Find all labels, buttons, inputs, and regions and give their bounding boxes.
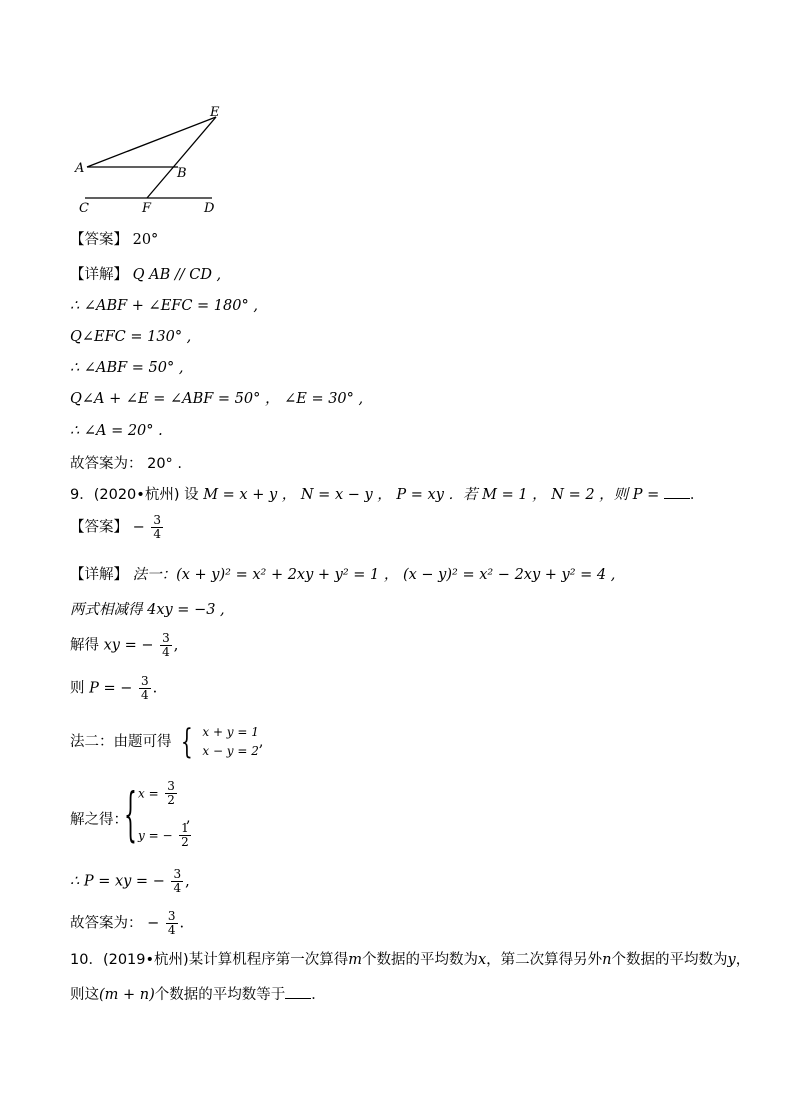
q8-detail-line-1 (70, 265, 221, 285)
q9-sol-prefix: 解之得： (70, 812, 128, 828)
q9-prefix: 9．(2020•杭州) 设 (70, 487, 199, 503)
detail-tag: 【详解】 (70, 267, 128, 283)
fraction-denominator: 2 (167, 793, 175, 807)
comma: , (173, 637, 179, 654)
q10-text: 个数据的平均数为 (361, 952, 478, 968)
q9-solve-fraction (160, 632, 172, 659)
answer-tag: 【答案】 (70, 519, 128, 536)
fraction-numerator: 3 (167, 779, 175, 793)
q10-var-n: n (602, 952, 612, 968)
label-A: A (75, 161, 85, 176)
q9-solve-math: xy = − (103, 637, 154, 654)
geometry-figure (70, 100, 240, 220)
q10-text: ． (311, 987, 326, 1003)
q10-var-x: x (477, 952, 487, 968)
fraction-denominator: 4 (141, 688, 149, 702)
q9-method2-line (70, 723, 264, 761)
q10-text: 个数据的平均数为 (611, 952, 728, 968)
q8-step-6: ∴ ∠A = 20° . (70, 423, 163, 439)
q8-step-1: Q AB // CD , (132, 267, 222, 283)
fraction-denominator: 4 (162, 645, 170, 659)
q9-method1: 法一：(x + y)² = x² + 2xy + y² = 1 ， (x − y)² = x² − 2xy + y² = 4 , (132, 567, 616, 583)
q9-conclusion-fraction (166, 910, 178, 937)
q9-stem (70, 484, 704, 505)
q8-detail-line-6 (70, 421, 163, 441)
q9-method2-prefix: 法二：由题可得 (70, 734, 172, 750)
q8-step-4: ∴ ∠ABF = 50° , (70, 360, 184, 376)
comma: , (186, 810, 191, 826)
fraction-denominator: 4 (173, 881, 182, 895)
q8-conclusion (70, 454, 182, 474)
q9-method1-line (70, 565, 615, 585)
q9-then-math: P = − (89, 680, 133, 697)
q9-then-line (70, 675, 157, 702)
q10-var-m: m (348, 952, 362, 968)
q10-var-y: y (727, 952, 736, 968)
answer-tag: 【答案】 (70, 232, 128, 248)
q8-detail-line-4 (70, 358, 183, 378)
q8-answer-line (70, 230, 158, 250)
fraction-numerator: 3 (162, 631, 170, 645)
q9-then-prefix: 则 (70, 680, 85, 697)
answer-blank (285, 984, 311, 999)
period: . (152, 680, 158, 697)
q9-stem-math: M = x + y ， N = x − y ， P = xy ．若 M = 1 ， N = 2 ，则 P = (203, 487, 660, 503)
q9-conclusion-line (70, 910, 184, 937)
fraction-numerator: 3 (167, 909, 176, 923)
q10-var-mn: (m + n) (99, 987, 155, 1003)
solution-x-lhs: x = (138, 786, 159, 801)
left-brace-icon: { (124, 780, 137, 848)
q9-therefore-line (70, 868, 190, 895)
q8-step-5: Q∠A + ∠E = ∠ABF = 50° ， ∠E = 30° , (70, 391, 364, 407)
label-F: F (142, 201, 152, 216)
label-C: C (79, 201, 89, 216)
q8-step-2: ∴ ∠ABF + ∠EFC = 180° , (70, 298, 258, 314)
q9-answer-fraction (151, 514, 163, 541)
solution-y (138, 822, 193, 849)
fraction-denominator: 4 (167, 923, 176, 937)
label-B: B (177, 166, 187, 181)
q10-text: 则这 (70, 987, 99, 1003)
q10-text: ，第二次算得另外 (486, 952, 603, 968)
q9-conclusion-prefix: 故答案为： − (70, 915, 160, 932)
q9-period: ． (689, 487, 705, 503)
segment-EF (147, 117, 216, 198)
q9-subtract: 两式相减得 4xy = −3 , (70, 602, 225, 618)
detail-tag: 【详解】 (70, 567, 128, 583)
q8-step-3: Q∠EFC = 130° , (70, 329, 192, 345)
q10-text: 10．(2019•杭州)某计算机程序第一次算得 (70, 952, 349, 968)
system-equation: x − y = 2 (202, 744, 259, 758)
q8-answer: 20° (132, 232, 159, 248)
fraction-denominator: 2 (181, 835, 189, 849)
comma: , (185, 873, 190, 890)
q9-then-fraction (139, 675, 151, 702)
q10-stem-line-1 (70, 950, 750, 970)
period: . (179, 915, 185, 932)
q10-stem-line-2 (70, 984, 326, 1005)
q9-therefore-fraction (171, 868, 183, 895)
label-D: D (204, 201, 215, 216)
q9-solve-prefix: 解得 (70, 637, 99, 654)
q8-conclusion-text: 故答案为： 20° . (70, 456, 183, 472)
fraction-numerator: 3 (153, 513, 162, 527)
fraction-numerator: 3 (141, 674, 149, 688)
q9-subtract-line (70, 600, 225, 620)
equation-system-1 (202, 723, 259, 761)
q9-therefore-math: ∴ P = xy = − (70, 873, 165, 890)
q8-detail-line-3 (70, 327, 191, 347)
left-brace-icon: { (180, 722, 193, 762)
q10-text: ， (735, 952, 751, 968)
fraction-numerator: 1 (181, 821, 189, 835)
label-E: E (210, 105, 220, 120)
answer-blank (664, 484, 690, 499)
solution-x (138, 780, 179, 807)
fraction-denominator: 4 (153, 527, 162, 541)
q9-solve-line (70, 632, 178, 659)
q9-answer-sign: − (132, 519, 145, 536)
q8-detail-line-5 (70, 389, 363, 409)
comma: , (258, 734, 264, 750)
segment-AE (87, 117, 216, 167)
solution-x-fraction (165, 780, 177, 807)
solution-y-lhs: y = − (138, 828, 173, 843)
q10-text: 个数据的平均数等于 (154, 987, 286, 1003)
fraction-numerator: 3 (173, 867, 182, 881)
q9-answer-line (70, 514, 165, 541)
system-equation: x + y = 1 (202, 725, 259, 739)
q8-detail-line-2 (70, 296, 258, 316)
